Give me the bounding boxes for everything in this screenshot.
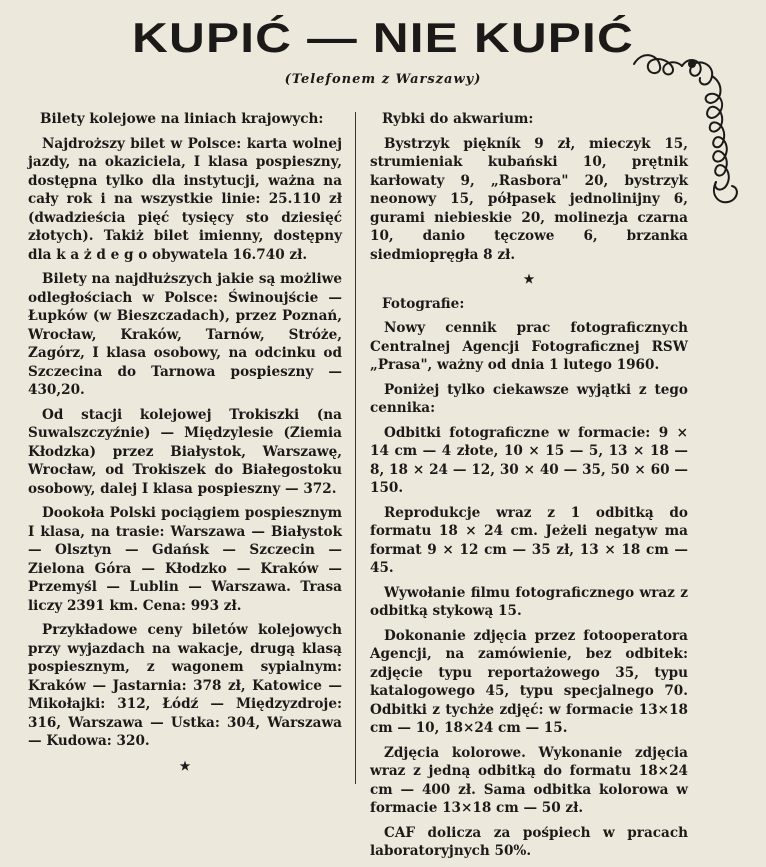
paragraph: Zdjęcia kolorowe. Wykonanie zdjęcia wraz z jedną odbitką do formatu 18×24 cm — 400 zł. Sama odbitka kolorowa w formacie 13×18 cm — 50 zł. [370, 744, 688, 816]
rail-tickets-heading: Bilety kolejowe na liniach krajowych: [40, 111, 324, 127]
page-subtitle: (Telefonem z Warszawy) [284, 72, 482, 87]
paragraph: CAF dolicza za pośpiech w pracach laboratoryjnych 50%. [370, 824, 688, 859]
page-title: KUPIĆ — NIE KUPIĆ [132, 14, 634, 61]
paragraph: Dokonanie zdjęcia przez fotooperatora Agencji, na zamówienie, bez odbitek: zdjęcie typu reportażowego 35, typu katalogowego 45, typu specjalnego 70. Odbitki z tychże zdjęć: w formacie 13×18 cm — 10, 18×24 cm — 15. [370, 627, 688, 736]
paragraph: Poniżej tylko ciekawsze wyjątki z tego cennika: [370, 381, 688, 416]
paragraph: Przykładowe ceny biletów kolejowych przy wyjazdach na wakacje, drugą klasą pospiesznym, z wagonem sypialnym: Kraków — Jastarnia: 378 zł, Katowice — Mikołajki: 312, Łódź — Międzyzdroje: 316, Warszawa — Ustka: 304, Warszawa — Kudowa: 320. [28, 622, 342, 749]
star-separator: ★ [179, 758, 191, 773]
paragraph: Nowy cennik prac fotograficznych Centralnej Agencji Fotograficznej RSW „Prasa", ważny od dnia 1 lutego 1960. [370, 320, 688, 373]
aquarium-fish-heading: Rybki do akwarium: [382, 111, 534, 127]
paragraph: Dookoła Polski pociągiem pospiesznym I klasa, na trasie: Warszawa — Białystok — Olsztyn — Gdańsk — Szczecin — Zielona Góra — Kłodzko — Kraków — Przemyśl — Lublin — Warszawa. Trasa liczy 2391 km. Cena: 993 zł. [28, 505, 342, 614]
star-separator: ★ [523, 272, 535, 286]
paragraph: Reprodukcje wraz z 1 odbitką do formatu 18 × 24 cm. Jeżeli negatyw ma format 9 × 12 cm — 35 zł, 13 × 18 cm — 45. [370, 504, 688, 576]
right-column [370, 110, 688, 867]
column-divider [355, 112, 356, 784]
paragraph: Wywołanie filmu fotograficznego wraz z odbitką stykową 15. [370, 584, 688, 619]
left-column [28, 110, 342, 781]
paragraph: Bystrzyk piękník 9 zł, mieczyk 15, strumieniak kubański 10, prętnik karłowaty 9, „Rasbora" 20, bystrzyk neonowy 15, półpasek jednolinijny 6, gurami niebieskie 20, molinezja czarna 10, danio tęczowe 6, brzanka siedmiopręgła 8 zł. [370, 135, 688, 263]
paragraph: Od stacji kolejowej Trokiszki (na Suwalszczyźnie) — Międzylesie (Ziemia Kłodzka) przez Białystok, Warszawę, Wrocław, od Trokiszek do Białegostoku osobowy, dalej I klasa pospieszny — 372. [28, 406, 342, 497]
paragraph: Najdroższy bilet w Polsce: karta wolnej jazdy, na okaziciela, I klasa pospieszny, dostępna tylko dla instytucji, ważna na cały rok i na wszystkie linie: 25.110 zł (dwadzieścia pięć tysięcy sto dziesięć złotych). Takiż bilet imienny, dostępny dla k a ż d e g o obywatela 16.740 zł. [28, 135, 342, 263]
photography-heading: Fotografie: [382, 295, 465, 312]
paragraph: Bilety na najdłuższych jakie są możliwe odległościach w Polsce: Świnoujście — Łupków (w Bieszczadach), przez Poznań, Wrocław, Kraków, Tarnów, Stróże, Zagórz, I klasa osobowy, na odcinku od Szczecina do Tarnowa pospieszny — 430,20. [28, 271, 342, 398]
paragraph: Odbitki fotograficzne w formacie: 9 × 14 cm — 4 złote, 10 × 15 — 5, 13 × 18 — 8, 18 × 24 — 12, 30 × 40 — 35, 50 × 60 — 150. [370, 424, 688, 496]
